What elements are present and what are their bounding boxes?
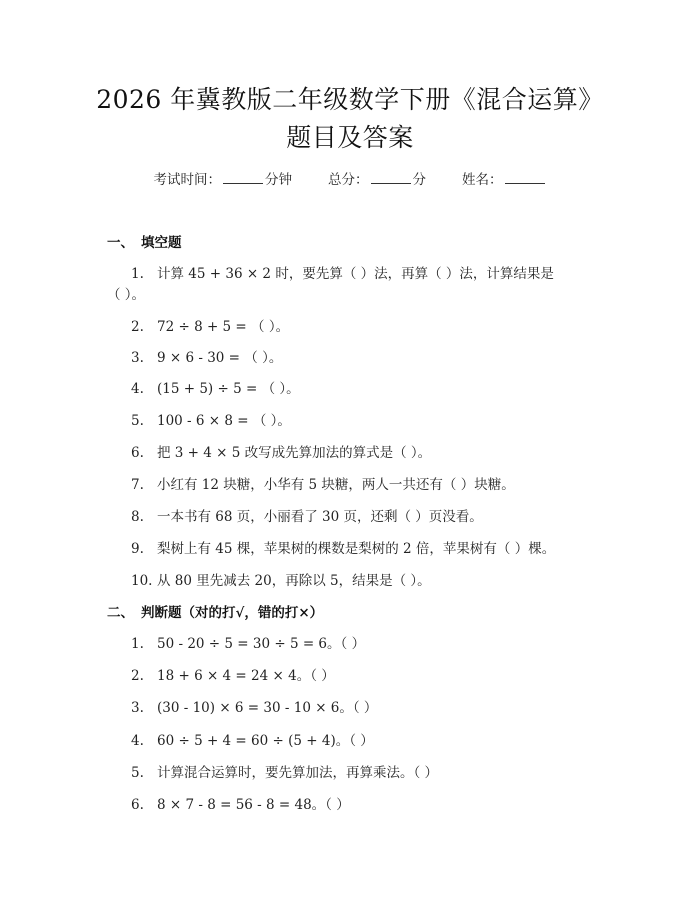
question-number: 5.: [131, 413, 144, 429]
question-item: [131, 537, 555, 557]
section-number: 一、: [107, 235, 134, 251]
question-number: 1.: [131, 636, 144, 652]
question-item: [131, 569, 431, 589]
question-item: [131, 346, 282, 366]
question-text: 小红有 12 块糖，小华有 5 块糖，两人一共还有（ ）块糖。: [157, 477, 515, 493]
section-heading: [107, 601, 323, 621]
question-text: 把 3 + 4 × 5 改写成先算加法的算式是（ ）。: [157, 445, 432, 461]
question-number: 2.: [131, 319, 144, 335]
document-title-line1: 2026 年冀教版二年级数学下册《混合运算》: [96, 85, 604, 114]
student-name-label: 姓名：: [462, 172, 503, 188]
question-item: [131, 729, 374, 749]
question-text: 100 - 6 × 8 = （ ）。: [157, 413, 291, 429]
question-number: 7.: [131, 477, 144, 493]
question-item: [131, 696, 377, 716]
question-item: [131, 793, 350, 813]
question-number: 2.: [131, 668, 144, 684]
question-item: [131, 441, 431, 461]
question-number: 4.: [131, 381, 144, 397]
question-item: [131, 505, 483, 525]
question-text: (30 - 10) × 6 = 30 - 10 × 6。（ ）: [157, 700, 378, 716]
question-text: 梨树上有 45 棵，苹果树的棵数是梨树的 2 倍，苹果树有（ ）棵。: [157, 541, 556, 557]
question-item: [131, 262, 554, 282]
question-text: 计算混合运算时，要先算加法，再算乘法。（ ）: [157, 765, 439, 781]
exam-info-row: [0, 168, 700, 188]
exam-time-unit: 分钟: [265, 172, 292, 188]
question-text: 9 × 6 - 30 = （ ）。: [157, 350, 283, 366]
question-number: 5.: [131, 765, 144, 781]
question-text: 从 80 里先减去 20，再除以 5，结果是（ ）。: [157, 573, 431, 589]
exam-time-label: 考试时间：: [153, 172, 221, 188]
question-text: 一本书有 68 页，小丽看了 30 页，还剩（ ）页没看。: [157, 509, 483, 525]
section-title: 判断题（对的打√，错的打×）: [141, 605, 324, 621]
question-number: 6.: [131, 445, 144, 461]
question-text: 72 ÷ 8 + 5 = （ ）。: [157, 319, 290, 335]
question-item: [131, 664, 335, 684]
question-text: 18 + 6 × 4 = 24 × 4。（ ）: [157, 668, 335, 684]
question-text: 8 × 7 - 8 = 56 - 8 = 48。（ ）: [157, 797, 350, 813]
student-name-field: [462, 168, 547, 188]
question-item: [131, 377, 300, 397]
question-number: 1.: [131, 266, 144, 282]
exam-time-field: [154, 168, 293, 188]
question-text-continuation: （ ）。: [107, 287, 146, 303]
total-score-unit: 分: [412, 172, 426, 188]
question-number: 6.: [131, 797, 144, 813]
question-number: 3.: [131, 350, 144, 366]
question-text: 50 - 20 ÷ 5 = 30 ÷ 5 = 6。（ ）: [157, 636, 366, 652]
question-number: 3.: [131, 700, 144, 716]
question-number: 9.: [131, 541, 144, 557]
question-text: 计算 45 + 36 × 2 时，要先算（ ）法，再算（ ）法，计算结果是: [157, 266, 554, 282]
section-heading: [107, 231, 182, 251]
total-score-blank: [371, 171, 411, 184]
question-text: 60 ÷ 5 + 4 = 60 ÷ (5 + 4)。（ ）: [157, 733, 374, 749]
question-text: (15 + 5) ÷ 5 = （ ）。: [157, 381, 300, 397]
exam-time-blank: [223, 171, 263, 184]
section-title: 填空题: [141, 235, 182, 251]
section-number: 二、: [107, 605, 134, 621]
question-item: [131, 315, 289, 335]
question-item: [131, 761, 438, 781]
question-number: 8.: [131, 509, 144, 525]
student-name-blank: [505, 171, 545, 184]
question-number: 4.: [131, 733, 144, 749]
question-item: [131, 632, 365, 652]
question-item: [131, 473, 515, 493]
total-score-label: 总分：: [328, 172, 369, 188]
question-number: 10.: [131, 573, 153, 589]
document-title-line2: 题目及答案: [286, 123, 414, 152]
total-score-field: [328, 168, 426, 188]
question-item: [131, 409, 291, 429]
